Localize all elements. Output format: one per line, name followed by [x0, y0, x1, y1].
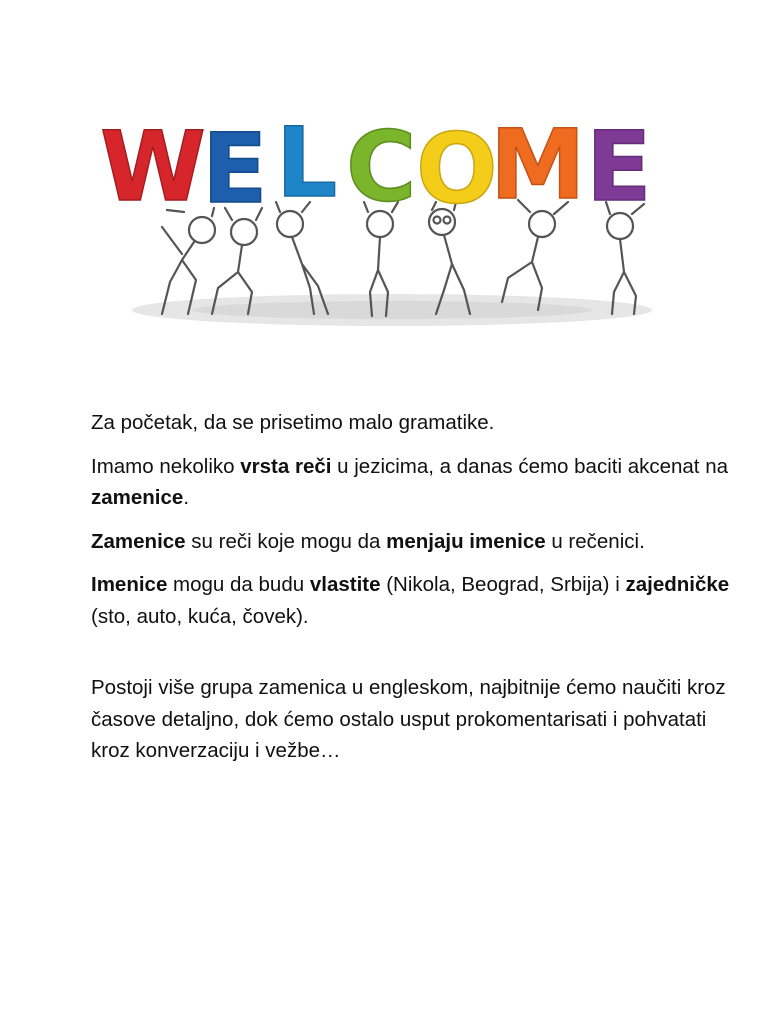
welcome-letter: L: [276, 107, 338, 219]
welcome-letter: E: [586, 111, 652, 223]
welcome-illustration: [92, 92, 678, 354]
paragraph-word-types: [91, 451, 731, 514]
text-fragment: .: [183, 486, 190, 509]
text-fragment: su reči koje mogu da: [185, 529, 387, 553]
bold-term: menjaju imenice: [386, 529, 546, 553]
welcome-letter: E: [202, 113, 268, 225]
bold-term: zajedničke: [625, 573, 730, 596]
welcome-letter: M: [490, 109, 586, 221]
bold-term: vlastite: [309, 573, 381, 596]
text-fragment: u rečenici.: [545, 529, 645, 553]
text-fragment: mogu da budu: [167, 573, 310, 596]
bold-term: Zamenice: [91, 529, 186, 553]
paragraph-pronoun-definition: [91, 526, 731, 558]
text-fragment: (sto, auto, kuća, čovek).: [91, 604, 309, 628]
welcome-letter: W: [100, 111, 206, 223]
bold-term: zamenice: [91, 486, 184, 509]
bold-term: Imenice: [91, 573, 168, 596]
floor-shadow-inner: [192, 301, 592, 319]
document-body: [91, 407, 731, 779]
paragraph-pronoun-groups: Postoji više grupa zamenica u engleskom, najbitnije ćemo naučiti kroz časove detaljno, dok ćemo ostalo usput prokomentarisati i pohvatati kroz konverzaciju i vežbe…: [91, 676, 726, 762]
text-fragment: (Nikola, Beograd, Srbija) i: [380, 573, 626, 596]
welcome-letter: O: [416, 113, 498, 225]
welcome-letter: C: [346, 111, 417, 223]
paragraph-noun-types: [91, 569, 731, 632]
paragraph-intro: Za početak, da se prisetimo malo gramatike.: [91, 411, 495, 434]
text-fragment: Imamo nekoliko: [91, 454, 241, 478]
text-fragment: u jezicima, a danas ćemo baciti akcenat na: [331, 454, 728, 478]
welcome-illustration-svg: [92, 92, 678, 354]
bold-term: vrsta reči: [240, 454, 332, 478]
